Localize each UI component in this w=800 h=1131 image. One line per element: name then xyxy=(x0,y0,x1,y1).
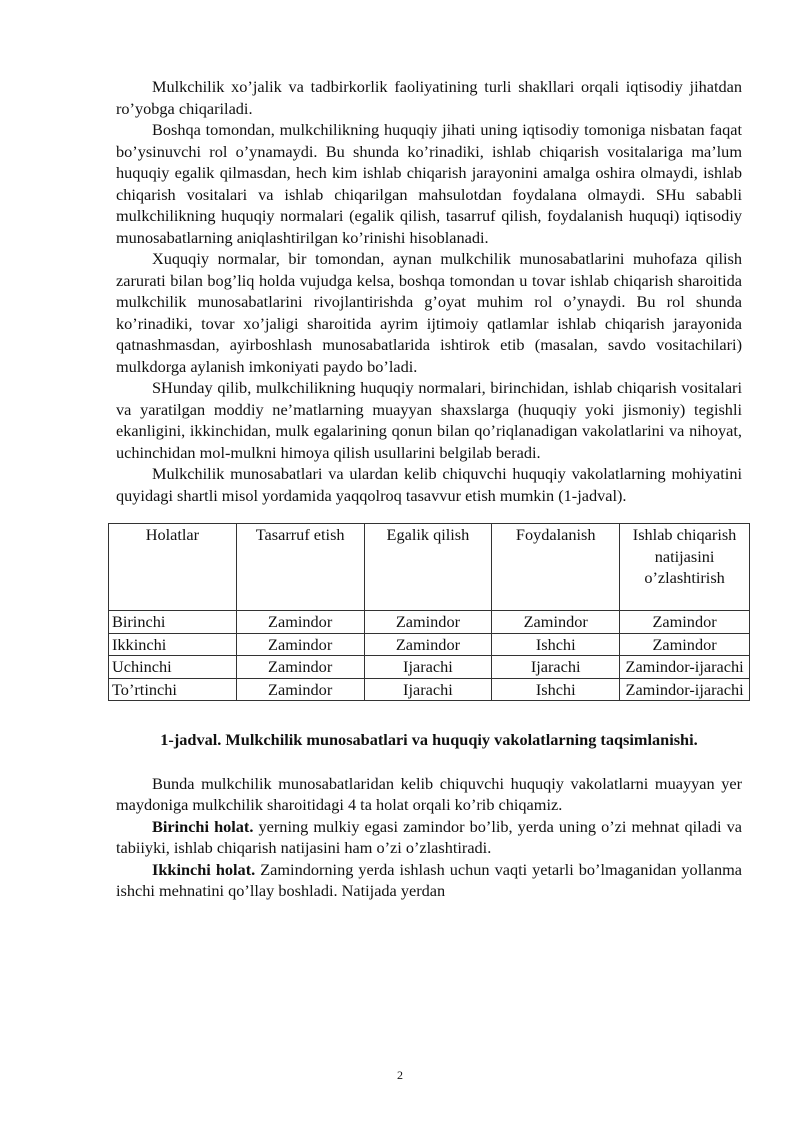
table-row xyxy=(109,633,750,656)
table-cell: Ijarachi xyxy=(364,678,492,701)
table-cell: Ishchi xyxy=(492,633,620,656)
table-cell: Zamindor xyxy=(236,678,364,701)
table-cell: Zamindor-ijarachi xyxy=(620,656,750,679)
table-cell: Zamindor xyxy=(620,611,750,634)
ownership-table xyxy=(108,523,750,701)
paragraph-2: Boshqa tomondan, mulkchilikning huquqiy jihati uning iqtisodiy tomoniga nisbatan faqat bo’ysinuvchi rol o’ynamaydi. Bu shunda ko’rinadiki, ishlab chiqarish vositalariga ma’lum huquqiy egalik qilmasdan, hech kim ishlab chiqarish jarayonini amalga oshira olmaydi, ishlab chiqarish vositalari va ishlab chiqarilgan mahsulotdan foydalana olmaydi. SHu sababli mulkchilikning huquqiy normalari (egalik qilish, tasarruf qilish, foydalanish huquqi) iqtisodiy munosabatlarning aniqlashtirilgan ko’rinishi hisoblanadi. xyxy=(116,120,742,247)
table-header-row xyxy=(109,524,750,611)
case-2-label: Ikkinchi holat. xyxy=(152,859,256,879)
table-header-cell: Tasarruf etish xyxy=(236,524,364,611)
table-cell: To’rtinchi xyxy=(109,678,237,701)
case-2-text: Zamindorning yerda ishlash uchun vaqti yetarli bo’lmaganidan yollanma ishchi mehnatini qo’llay boshladi. Natijada yerdan xyxy=(116,859,742,900)
paragraph-intro: Bunda mulkchilik munosabatlaridan kelib chiquvchi huquqiy vakolatlarni muayyan yer maydoniga mulkchilik sharoitidagi 4 ta holat orqali ko’rib chiqamiz. xyxy=(116,773,742,814)
table-cell: Ishchi xyxy=(492,678,620,701)
table-cell: Zamindor xyxy=(492,611,620,634)
table-row xyxy=(109,611,750,634)
case-1-text: yerning mulkiy egasi zamindor bo’lib, yerda uning o’zi mehnat qiladi va tabiiyki, ishlab chiqarish natijasini ham o’zi o’zlashtiradi. xyxy=(116,816,742,857)
table-cell: Zamindor xyxy=(364,633,492,656)
table-cell: Zamindor xyxy=(236,633,364,656)
table-cell: Birinchi xyxy=(109,611,237,634)
table-cell: Ijarachi xyxy=(492,656,620,679)
paragraph-case-2 xyxy=(116,859,742,902)
table-cell: Zamindor xyxy=(364,611,492,634)
table-row xyxy=(109,656,750,679)
paragraph-1: Mulkchilik xo’jalik va tadbirkorlik faoliyatining turli shakllari orqali iqtisodiy jihatdan ro’yobga chiqariladi. xyxy=(116,77,742,118)
table-row xyxy=(109,678,750,701)
table-cell: Ijarachi xyxy=(364,656,492,679)
table-caption: 1-jadval. Mulkchilik munosabatlari va huquqiy vakolatlarning taqsimlanishi. xyxy=(160,730,698,749)
table-cell: Ikkinchi xyxy=(109,633,237,656)
table-header-cell: Foydalanish xyxy=(492,524,620,611)
case-1-label: Birinchi holat. xyxy=(152,816,254,836)
table-cell: Zamindor xyxy=(236,611,364,634)
paragraph-4: SHunday qilib, mulkchilikning huquqiy normalari, birinchidan, ishlab chiqarish vositalari va yaratilgan moddiy ne’matlarning muayyan shaxslarga (huquqiy yoki jismoniy) tegishli ekanligini, ikkinchidan, mulk egalarining qonun bilan qo’riqlanadigan vakolatlarini va nihoyat, uchinchidan mol-mulkni himoya qilish usullarini belgilab beradi. xyxy=(116,378,742,462)
table-header-cell: Holatlar xyxy=(109,524,237,611)
table-cell: Uchinchi xyxy=(109,656,237,679)
page-number: 2 xyxy=(397,1068,403,1082)
paragraph-3: Xuquqiy normalar, bir tomondan, aynan mulkchilik munosabatlarini muhofaza qilish zarurati bilan bog’liq holda vujudga kelsa, boshqa tomondan u tovar ishlab chiqarish sharoitida mulkchilik munosabatlarini rivojlantirishda g’oyat muhim rol o’ynaydi. Bu rol shunda ko’rinadiki, tovar xo’jaligi sharoitida ayrim ijtimoiy qatlamlar ishlab chiqarish jarayonida qatnashmasdan, ayirboshlash munosabatlarida ishtirok etib (masalan, savdo vositachilari) mulkdorga aylanish imkoniyati paydo bo’ladi. xyxy=(116,249,742,376)
table-cell: Zamindor-ijarachi xyxy=(620,678,750,701)
table-header-cell: Egalik qilish xyxy=(364,524,492,611)
document-page xyxy=(112,76,744,902)
table-cell: Zamindor xyxy=(236,656,364,679)
table-header-cell: Ishlab chiqarish natijasini o’zlashtirish xyxy=(620,524,750,611)
table-cell: Zamindor xyxy=(620,633,750,656)
paragraph-5: Mulkchilik munosabatlari va ulardan kelib chiquvchi huquqiy vakolatlarning mohiyatini quyidagi shartli misol yordamida yaqqolroq tasavvur etish mumkin (1-jadval). xyxy=(116,464,742,505)
paragraph-case-1 xyxy=(116,816,742,859)
